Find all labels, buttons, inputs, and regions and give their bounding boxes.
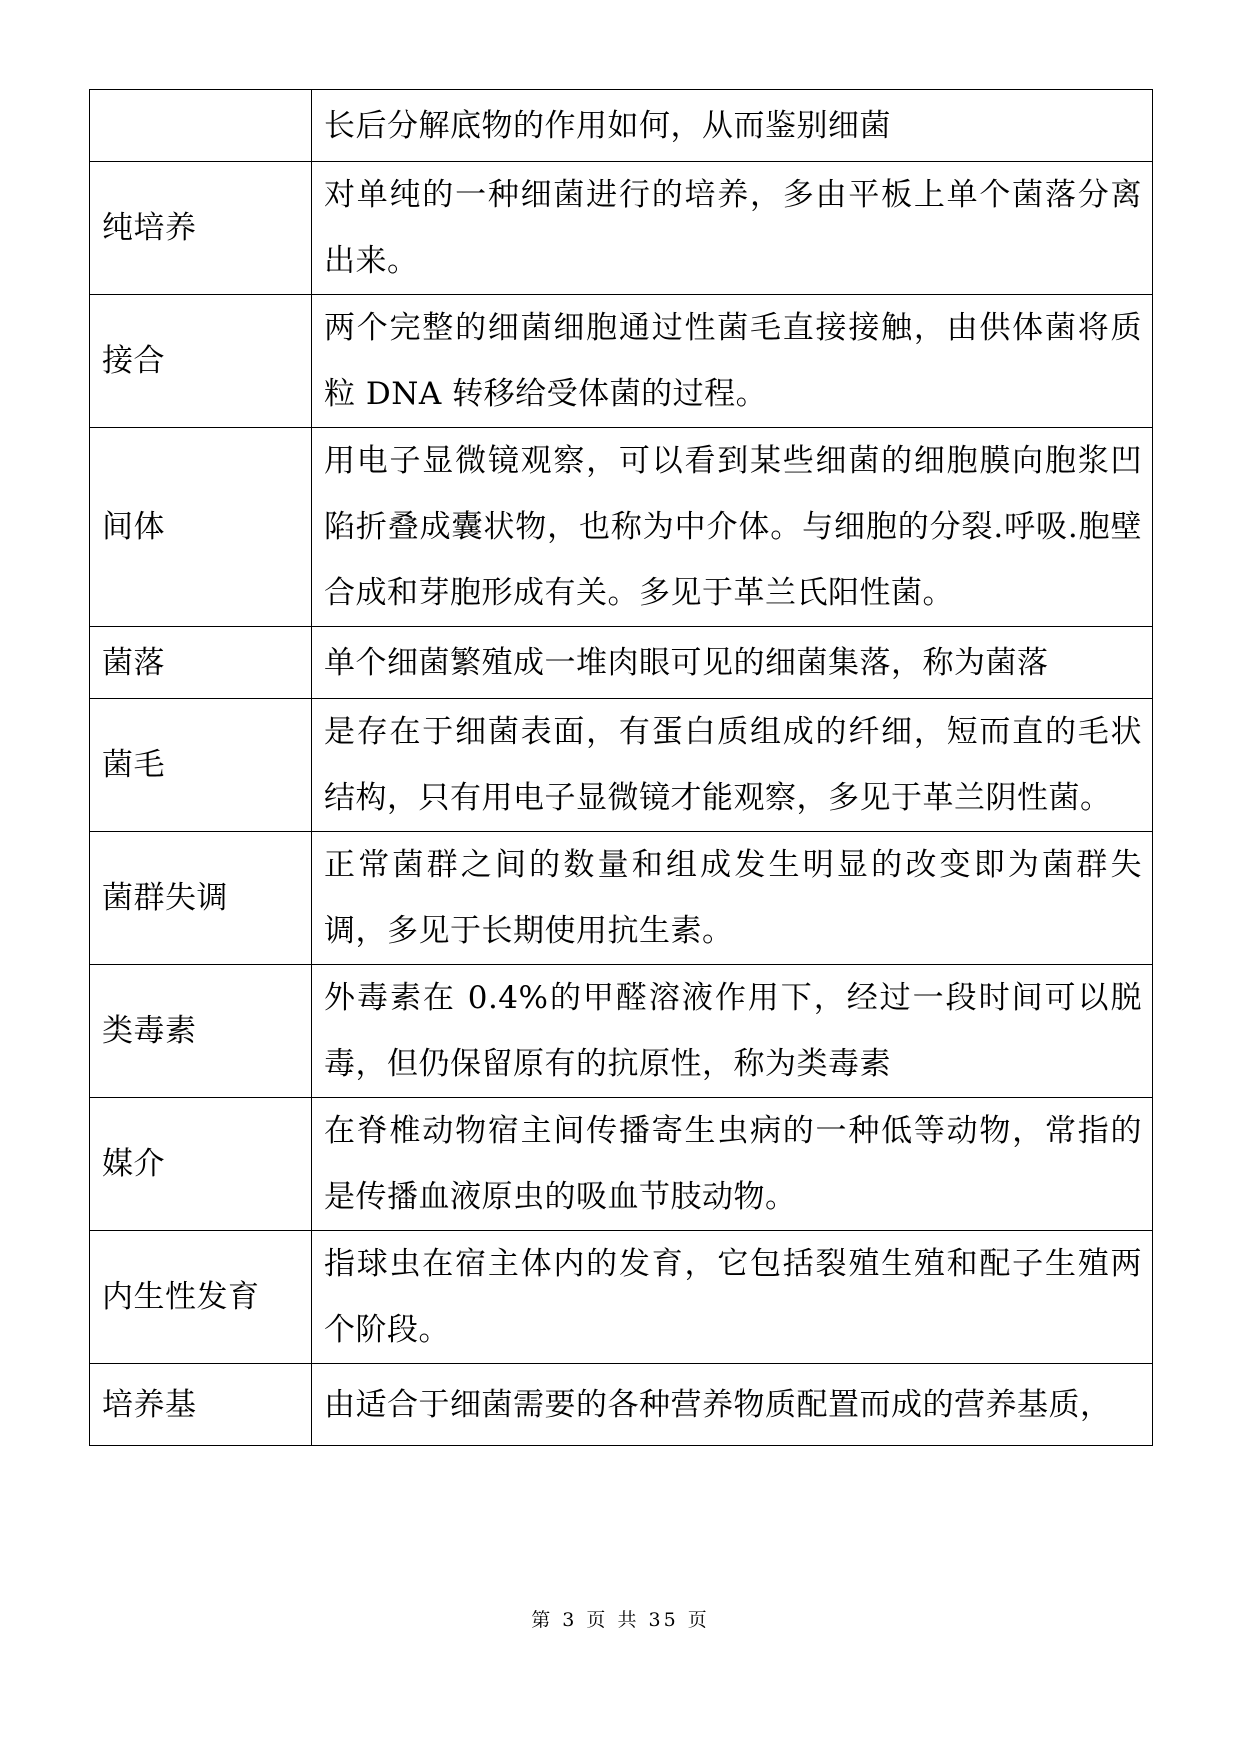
definition-cell bbox=[312, 627, 1153, 699]
definition-text: 在脊椎动物宿主间传播寄生虫病的一种低等动物，常指的是传播血液原虫的吸血节肢动物。 bbox=[324, 1113, 1142, 1215]
table-row bbox=[90, 1231, 1153, 1364]
definition-cell bbox=[312, 90, 1153, 162]
definition-cell bbox=[312, 1364, 1153, 1446]
table-row bbox=[90, 162, 1153, 295]
term-cell: 类毒素 bbox=[90, 965, 312, 1098]
term-cell: 菌群失调 bbox=[90, 832, 312, 965]
term-cell: 间体 bbox=[90, 428, 312, 627]
definition-text: 长后分解底物的作用如何，从而鉴别细菌 bbox=[324, 107, 891, 144]
definition-cell bbox=[312, 965, 1153, 1098]
definition-cell bbox=[312, 1098, 1153, 1231]
definition-text: 对单纯的一种细菌进行的培养，多由平板上单个菌落分离出来。 bbox=[324, 177, 1142, 279]
term-cell: 内生性发育 bbox=[90, 1231, 312, 1364]
definition-cell bbox=[312, 699, 1153, 832]
term-cell: 纯培养 bbox=[90, 162, 312, 295]
table-row bbox=[90, 90, 1153, 162]
term-cell: 培养基 bbox=[90, 1364, 312, 1446]
table-row bbox=[90, 627, 1153, 699]
page-number: 第 3 页 共 35 页 bbox=[531, 1609, 710, 1631]
table-row bbox=[90, 832, 1153, 965]
definition-cell bbox=[312, 832, 1153, 965]
term-cell: 接合 bbox=[90, 295, 312, 428]
table-row bbox=[90, 295, 1153, 428]
term-cell bbox=[90, 90, 312, 162]
table-row bbox=[90, 1364, 1153, 1446]
definition-text: 单个细菌繁殖成一堆肉眼可见的细菌集落，称为菌落 bbox=[324, 644, 1049, 681]
definition-text: 用电子显微镜观察，可以看到某些细菌的细胞膜向胞浆凹陷折叠成囊状物，也称为中介体。与细胞的分裂.呼吸.胞壁合成和芽胞形成有关。多见于革兰氏阳性菌。 bbox=[324, 443, 1142, 611]
glossary-table bbox=[89, 89, 1153, 1446]
definition-text: 外毒素在 0.4%的甲醛溶液作用下，经过一段时间可以脱毒，但仍保留原有的抗原性，称为类毒素 bbox=[324, 980, 1142, 1082]
definition-cell bbox=[312, 295, 1153, 428]
term-cell: 菌落 bbox=[90, 627, 312, 699]
table-row bbox=[90, 428, 1153, 627]
table-row bbox=[90, 1098, 1153, 1231]
definition-text: 正常菌群之间的数量和组成发生明显的改变即为菌群失调，多见于长期使用抗生素。 bbox=[324, 847, 1142, 949]
definition-text: 由适合于细菌需要的各种营养物质配置而成的营养基质， bbox=[324, 1386, 1112, 1423]
term-cell: 媒介 bbox=[90, 1098, 312, 1231]
definition-cell bbox=[312, 428, 1153, 627]
definition-text: 是存在于细菌表面，有蛋白质组成的纤细，短而直的毛状结构，只有用电子显微镜才能观察，多见于革兰阴性菌。 bbox=[324, 714, 1142, 816]
term-cell: 菌毛 bbox=[90, 699, 312, 832]
definition-text: 两个完整的细菌细胞通过性菌毛直接接触，由供体菌将质粒 DNA 转移给受体菌的过程。 bbox=[324, 310, 1142, 412]
table-row bbox=[90, 965, 1153, 1098]
definition-text: 指球虫在宿主体内的发育，它包括裂殖生殖和配子生殖两个阶段。 bbox=[324, 1246, 1142, 1348]
definition-cell bbox=[312, 162, 1153, 295]
table-row bbox=[90, 699, 1153, 832]
definition-cell bbox=[312, 1231, 1153, 1364]
